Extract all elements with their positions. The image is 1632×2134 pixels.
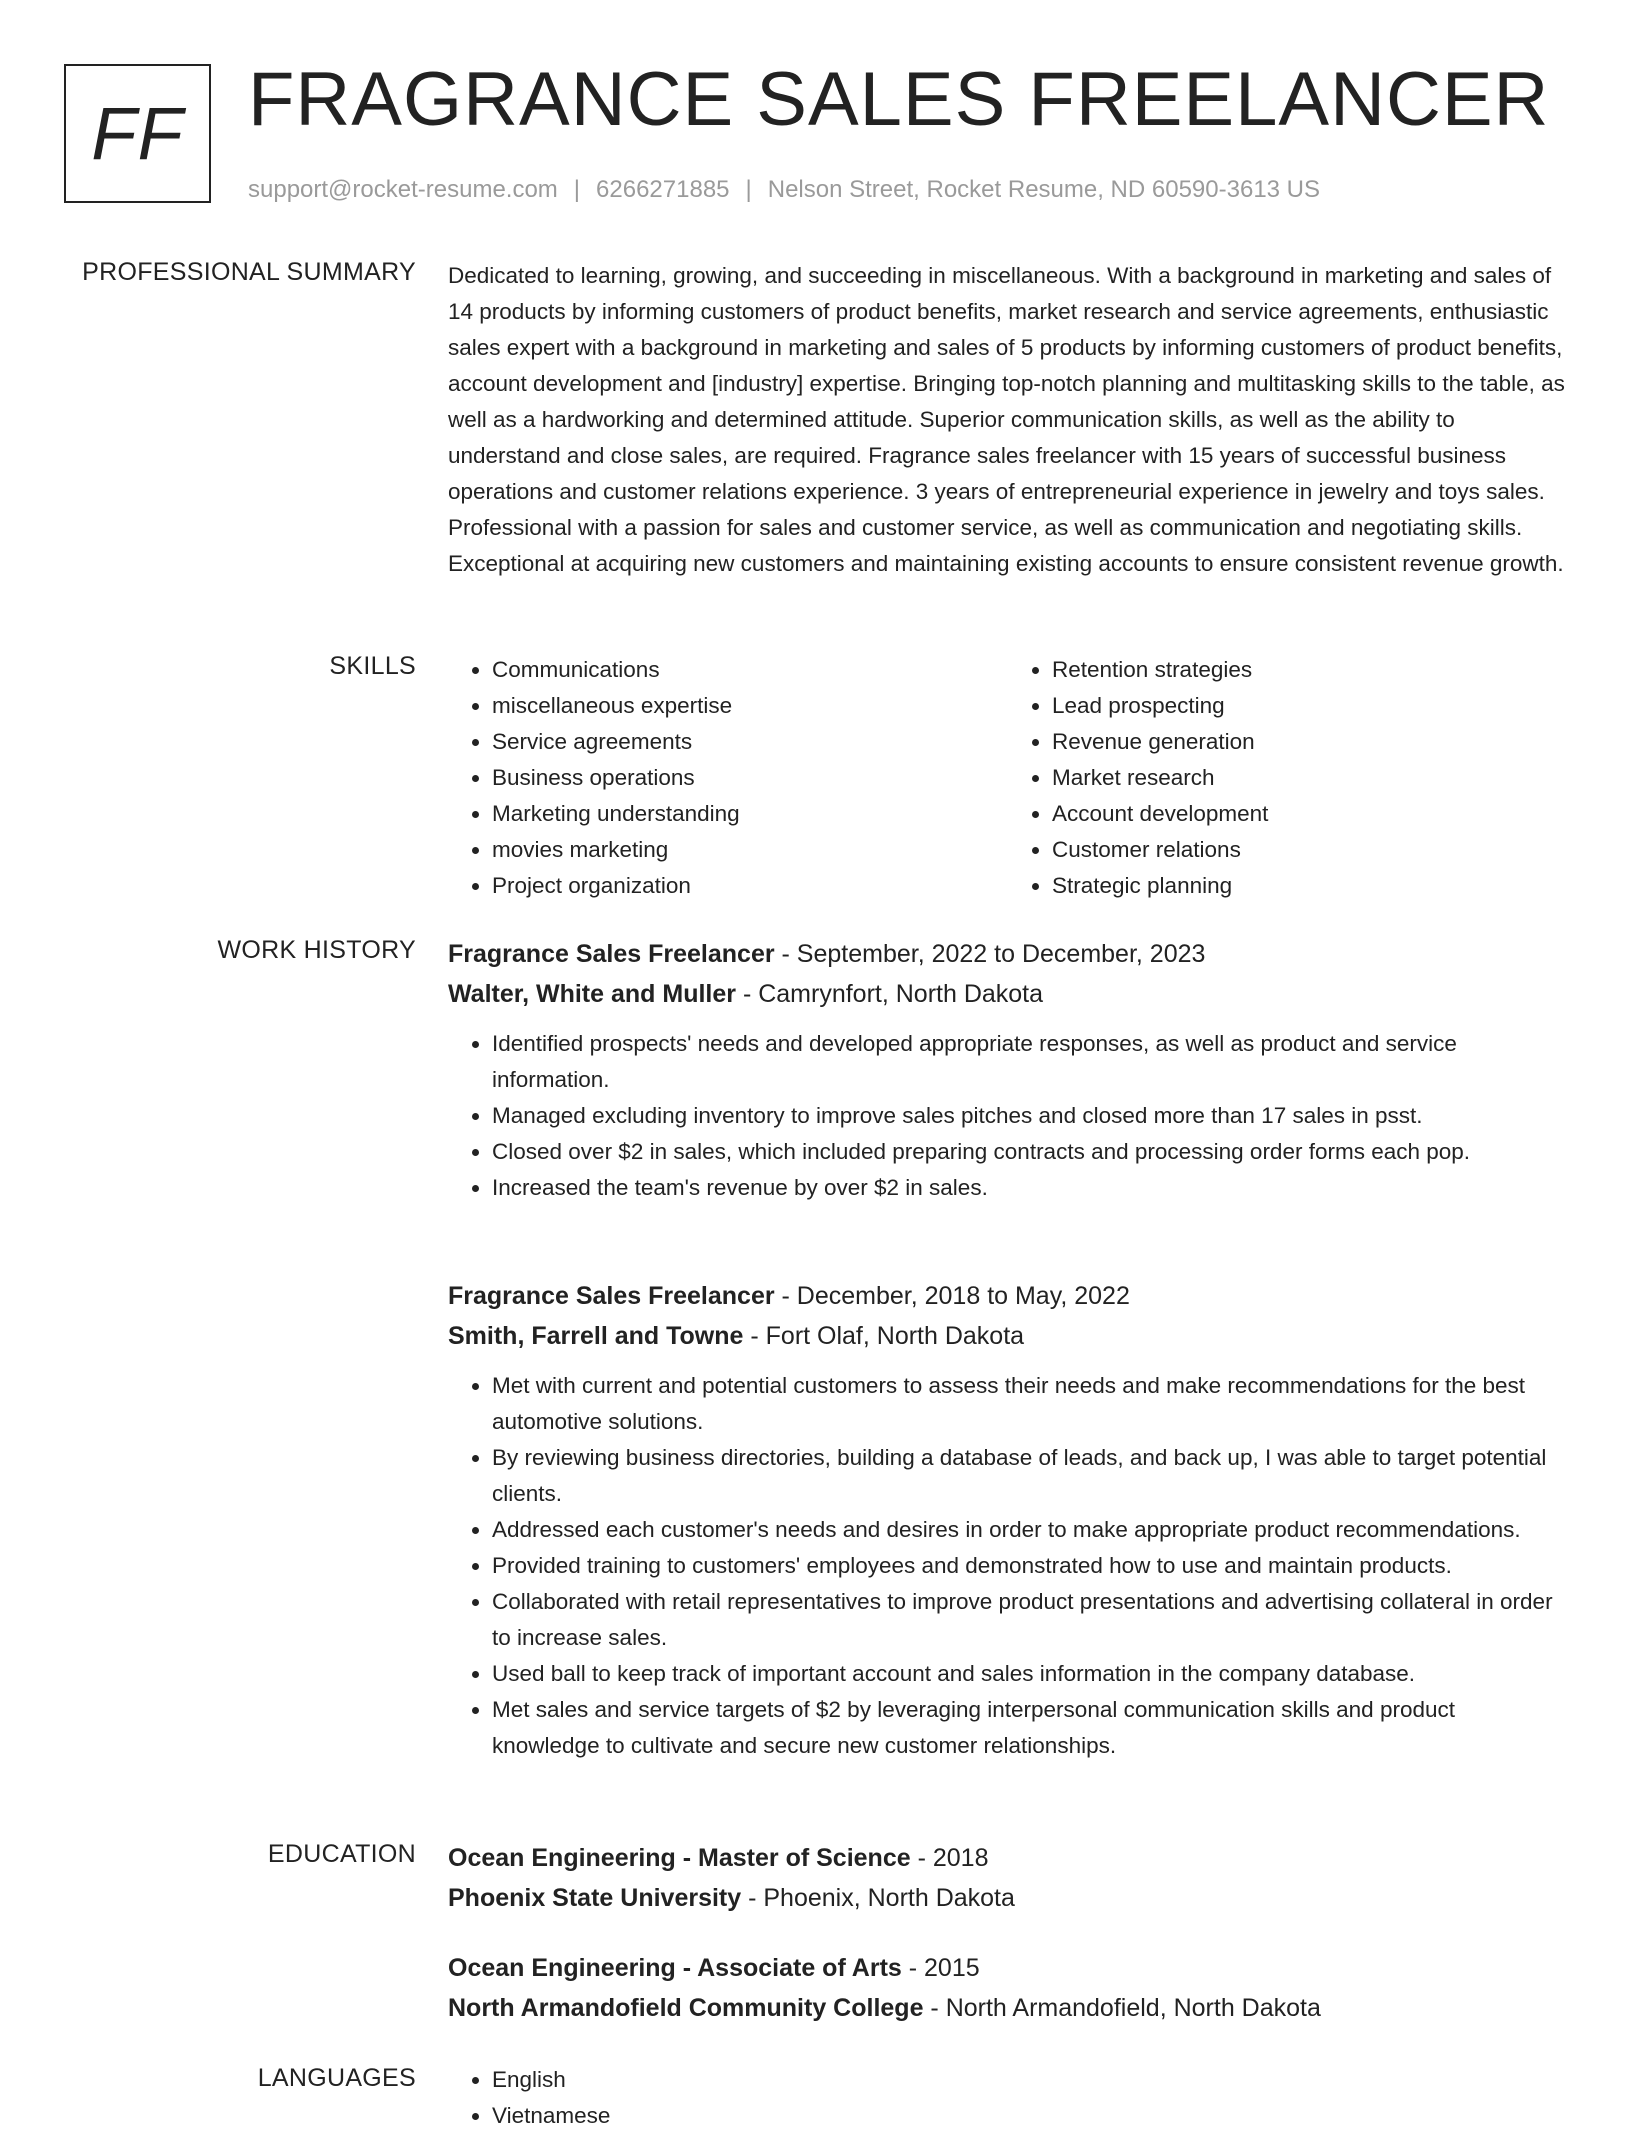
contact-separator: | [573, 176, 581, 203]
education-year: - 2015 [901, 1954, 980, 1982]
job-title: Fragrance Sales Freelancer [448, 940, 775, 968]
job-bullet: • Closed over $2 in sales, which included preparing contracts and processing order forms each pop. [492, 1134, 1568, 1170]
languages-list [448, 2062, 1568, 2134]
skill-item: • Business operations [492, 760, 1008, 796]
education-school: Phoenix State University [448, 1884, 742, 1912]
summary-content [448, 258, 1568, 582]
job-bullets [448, 1368, 1568, 1764]
education-content [448, 1838, 1568, 2028]
job-bullet: • Met sales and service targets of $2 by leveraging interpersonal communication skills and product knowledge to cultivate and secure new customer relationships. [492, 1692, 1568, 1764]
skill-item: • Lead prospecting [1052, 688, 1568, 724]
language-item: • Vietnamese [492, 2098, 1568, 2134]
job-company-line [448, 1316, 1568, 1356]
job-company-line [448, 974, 1568, 1014]
job-dates: - September, 2022 to December, 2023 [774, 940, 1206, 968]
job-title: Fragrance Sales Freelancer [448, 1282, 775, 1310]
job-bullet: • Met with current and potential customers to assess their needs and make recommendations for the best automotive solutions. [492, 1368, 1568, 1440]
skills-list-left [448, 652, 1008, 904]
education-degree: Ocean Engineering - Master of Science [448, 1844, 911, 1872]
education-location: - Phoenix, North Dakota [741, 1884, 1015, 1912]
skills-label: SKILLS [329, 652, 416, 680]
job-bullet: • By reviewing business directories, building a database of leads, and back up, I was able to target potential clients. [492, 1440, 1568, 1512]
education-school: North Armandofield Community College [448, 1994, 924, 2022]
contact-separator: | [745, 176, 752, 203]
skill-item: • Account development [1052, 796, 1568, 832]
skill-item: • Retention strategies [1052, 652, 1568, 688]
education-degree-line [448, 1948, 1568, 1988]
skill-item: • Revenue generation [1052, 724, 1568, 760]
skill-item: • Marketing understanding [492, 796, 1008, 832]
skill-item: • Market research [1052, 760, 1568, 796]
languages-label: LANGUAGES [257, 2064, 416, 2092]
contact-phone: 6266271885 [596, 176, 730, 203]
job-entry [448, 1276, 1568, 1764]
skill-item: • movies marketing [492, 832, 1008, 868]
summary-text: Dedicated to learning, growing, and succeeding in miscellaneous. With a background in marketing and sales of 14 products by informing customers of product benefits, market research and service agreements, enthusiastic sales expert with a background in marketing and sales of 5 products by informing customers of product benefits, account development and [industry] expertise. Bringing top-notch planning and multitasking skills to the table, as well as a hardworking and determined attitude. Superior communication skills, as well as the ability to understand and close sales, are required. Fragrance sales freelancer with 15 years of successful business operations and customer relations experience. 3 years of entrepreneurial experience in jewelry and toys sales. Professional with a passion for sales and customer service, as well as communication and negotiating skills. Exceptional at acquiring new customers and maintaining existing accounts to ensure consistent revenue growth. [448, 263, 1565, 576]
job-bullet: • Increased the team's revenue by over $2 in sales. [492, 1170, 1568, 1206]
languages-content [448, 2062, 1568, 2134]
skill-item: • Customer relations [1052, 832, 1568, 868]
education-label: EDUCATION [267, 1840, 416, 1868]
job-bullet: • Used ball to keep track of important account and sales information in the company database. [492, 1656, 1568, 1692]
education-school-line [448, 1988, 1568, 2028]
job-bullet: • Managed excluding inventory to improve sales pitches and closed more than 17 sales in psst. [492, 1098, 1568, 1134]
job-bullet: • Identified prospects' needs and developed appropriate responses, as well as product and service information. [492, 1026, 1568, 1098]
skill-item: • Service agreements [492, 724, 1008, 760]
skill-item: • Communications [492, 652, 1008, 688]
job-entry [448, 934, 1568, 1206]
language-item: • English [492, 2062, 1568, 2098]
job-bullet: • Addressed each customer's needs and desires in order to make appropriate product recommendations. [492, 1512, 1568, 1548]
education-location: - North Armandofield, North Dakota [923, 1994, 1321, 2022]
skill-item: • Strategic planning [1052, 868, 1568, 904]
job-title-line [448, 934, 1568, 974]
job-bullet: • Collaborated with retail representatives to improve product presentations and advertising collateral in order to increase sales. [492, 1584, 1568, 1656]
skills-content [448, 652, 1568, 904]
education-entry [448, 1948, 1568, 2028]
education-degree: Ocean Engineering - Associate of Arts [448, 1954, 902, 1982]
job-company: Smith, Farrell and Towne [448, 1322, 744, 1350]
job-title-line [448, 1276, 1568, 1316]
job-bullet: • Provided training to customers' employees and demonstrated how to use and maintain products. [492, 1548, 1568, 1584]
work-history-content-2 [448, 1276, 1568, 1764]
work-history-content [448, 934, 1568, 1206]
skill-item: • miscellaneous expertise [492, 688, 1008, 724]
candidate-name: FRAGRANCE SALES FREELANCER [248, 57, 1550, 142]
work-history-label: WORK HISTORY [217, 936, 416, 964]
contact-line [248, 176, 1320, 204]
monogram: FF [64, 64, 211, 203]
job-dates: - December, 2018 to May, 2022 [774, 1282, 1130, 1310]
contact-email: support@rocket-resume.com [248, 176, 558, 203]
education-school-line [448, 1878, 1568, 1918]
job-company: Walter, White and Muller [448, 980, 736, 1008]
job-location: - Camrynfort, North Dakota [736, 980, 1044, 1008]
skill-item: • Project organization [492, 868, 1008, 904]
resume-header [64, 57, 1584, 214]
education-degree-line [448, 1838, 1568, 1878]
job-location: - Fort Olaf, North Dakota [743, 1322, 1025, 1350]
education-year: - 2018 [910, 1844, 989, 1872]
skills-list-right [1008, 652, 1568, 904]
contact-address: Nelson Street, Rocket Resume, ND 60590-3613 US [767, 176, 1321, 203]
education-entry [448, 1838, 1568, 1918]
job-bullets [448, 1026, 1568, 1206]
summary-label: PROFESSIONAL SUMMARY [82, 258, 416, 286]
